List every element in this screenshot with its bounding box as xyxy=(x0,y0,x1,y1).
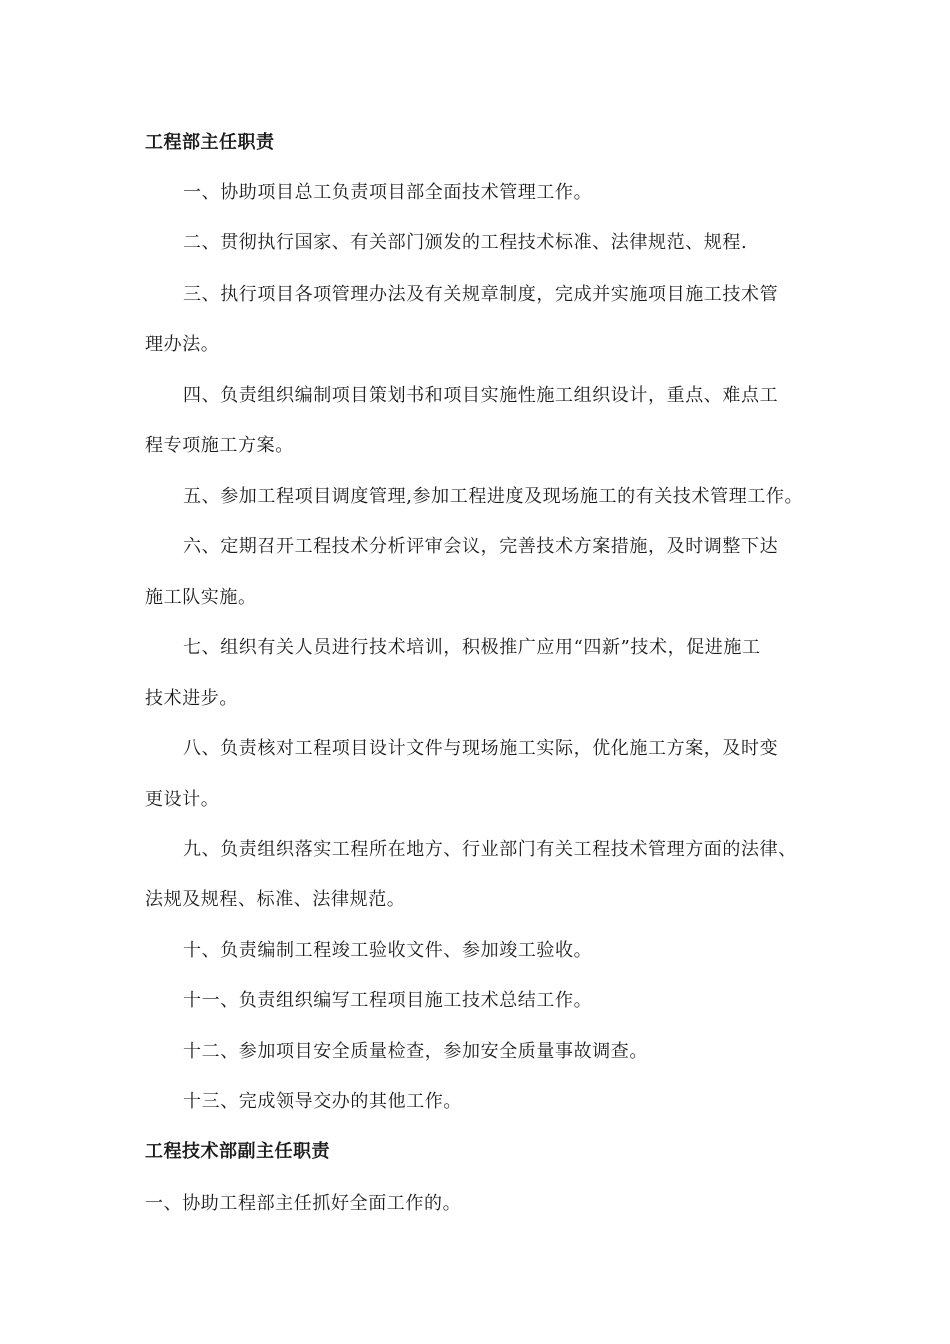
paragraph-line: 一、协助工程部主任抓好全面工作的。 xyxy=(145,1193,462,1214)
paragraph-line: 四、负责组织编制项目策划书和项目实施性施工组织设计，重点、难点工 xyxy=(183,385,779,406)
paragraph-line: 十三、完成领导交办的其他工作。 xyxy=(183,1091,462,1112)
paragraph-line: 十、负责编制工程竣工验收文件、参加竣工验收。 xyxy=(183,940,593,961)
section-title: 工程部主任职责 xyxy=(145,132,275,153)
paragraph-line: 三、执行项目各项管理办法及有关规章制度，完成并实施项目施工技术管 xyxy=(183,284,779,305)
paragraph-line: 十一、负责组织编写工程项目施工技术总结工作。 xyxy=(183,990,593,1011)
paragraph-line: 技术进步。 xyxy=(145,688,238,709)
paragraph-line: 施工队实施。 xyxy=(145,587,257,608)
paragraph-line: 十二、参加项目安全质量检查，参加安全质量事故调查。 xyxy=(183,1041,648,1062)
paragraph-line: 一、协助项目总工负责项目部全面技术管理工作。 xyxy=(183,182,593,203)
paragraph-line: 法规及规程、标准、法律规范。 xyxy=(145,889,406,910)
paragraph-line: 程专项施工方案。 xyxy=(145,435,294,456)
paragraph-line: 七、组织有关人员进行技术培训，积极推广应用“四新”技术，促进施工 xyxy=(183,637,761,658)
paragraph-line: 六、定期召开工程技术分析评审会议，完善技术方案措施，及时调整下达 xyxy=(183,536,779,557)
paragraph-line: 八、负责核对工程项目设计文件与现场施工实际，优化施工方案，及时变 xyxy=(183,738,779,759)
paragraph-line: 更设计。 xyxy=(145,789,220,810)
paragraph-line: 理办法。 xyxy=(145,334,220,355)
paragraph-line: 九、负责组织落实工程所在地方、行业部门有关工程技术管理方面的法律、 xyxy=(183,839,797,860)
paragraph-line: 五、参加工程项目调度管理,参加工程进度及现场施工的有关技术管理工作。 xyxy=(183,486,804,507)
paragraph-line: 二、贯彻执行国家、有关部门颁发的工程技术标准、法律规范、规程. xyxy=(183,232,748,253)
section-title: 工程技术部副主任职责 xyxy=(145,1141,330,1162)
